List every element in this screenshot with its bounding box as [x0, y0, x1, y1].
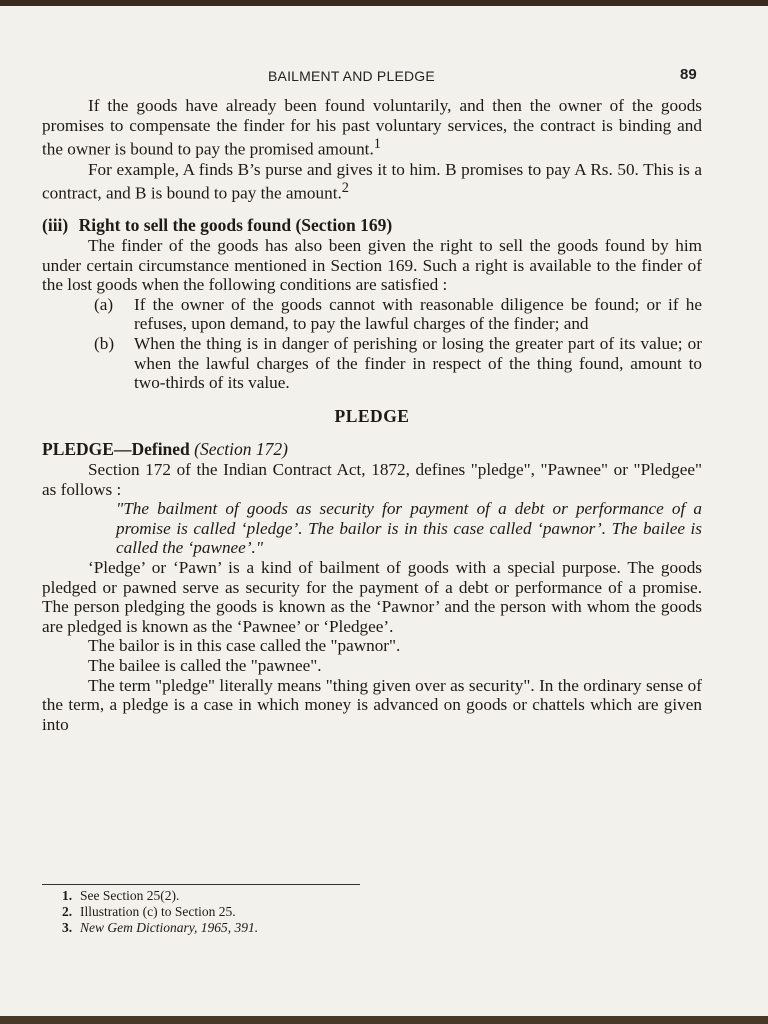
footnote-2: 2. Illustration (c) to Section 25.	[62, 904, 236, 919]
footnote-divider	[42, 884, 360, 885]
condition-item-a: (a) If the owner of the goods cannot with reasonable diligence be found; or if he refuses, upon demand, to pay the lawful charges of the finder; and	[94, 294, 702, 334]
paragraph-right-to-sell: The finder of the goods has also been given the right to sell the goods found by him under certain circumstance mentioned in Section 169. Such a right is available to the finder of the lost goods when the following conditions are satisfied :	[42, 236, 702, 295]
definition-quote: "The bailment of goods as security for payment of a debt or performance of a promise is called ‘pledge’. The bailor is in this case called ‘pawnor’. The bailee is called the ‘pawnee’."	[116, 499, 702, 558]
line-bailor: The bailor is in this case called the "pawnor".	[88, 636, 401, 656]
line-bailee: The bailee is called the "pawnee".	[88, 655, 322, 675]
page-body	[42, 96, 702, 734]
paragraph-pledge-purpose: ‘Pledge’ or ‘Pawn’ is a kind of bailment of goods with a special purpose. The goods pledged or pawned serve as security for the payment of a debt or performance of a promise. The person pledging the goods is known as the ‘Pawnor’ and the person with whom the goods are pledged is known as the ‘Pawnee’ or ‘Pledgee’.	[42, 557, 702, 636]
paragraph-term-pledge: The term "pledge" literally means "thing given over as security". In the ordinary sense of the term, a pledge is a case in which money is advanced on goods or chattels which are given into	[42, 675, 702, 734]
footnote-ref-2: 2	[341, 180, 349, 197]
pledge-defined-heading: PLEDGE—Defined (Section 172)	[42, 439, 288, 460]
paragraph-definition-intro: Section 172 of the Indian Contract Act, 1872, defines "pledge", "Pawnee" or "Pledgee" as follows :	[42, 459, 702, 499]
section-heading-right-to-sell: (iii) Right to sell the goods found (Section 169)	[42, 215, 393, 236]
footnotes	[62, 888, 462, 936]
footnote-3: 3. New Gem Dictionary, 1965, 391.	[62, 920, 259, 935]
condition-item-b: (b) When the thing is in danger of perishing or losing the greater part of its value; or when the lawful charges of the finder in respect of the thing found, amount to two-thirds of its value.	[94, 334, 702, 393]
page-top-edge	[0, 0, 768, 6]
page-number: 89	[680, 66, 697, 83]
footnote-ref-1: 1	[373, 136, 381, 153]
paragraph-voluntary-services: If the goods have already been found voluntarily, and then the owner of the goods promises to compensate the finder for his past voluntary services, the contract is binding and the owner is bound to pay the promised amount.$^1$	[42, 96, 702, 159]
paragraph-example: For example, A finds B’s purse and gives it to him. B promises to pay A Rs. 50. This is a contract, and B is bound to pay the amount.$^2$	[42, 159, 702, 203]
running-header: BAILMENT AND PLEDGE	[268, 68, 435, 84]
footnote-1: 1. See Section 25(2).	[62, 888, 180, 903]
page-bottom-edge	[0, 1016, 768, 1024]
chapter-heading-pledge: PLEDGE	[334, 405, 410, 426]
